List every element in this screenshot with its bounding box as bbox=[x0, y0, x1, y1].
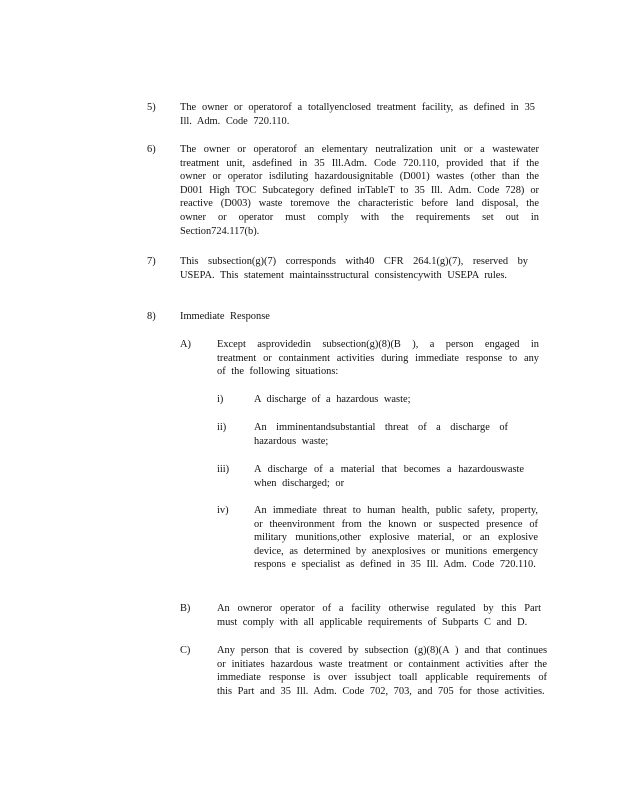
item-number: i) bbox=[217, 394, 224, 405]
item-number: iii) bbox=[217, 464, 230, 475]
item-number: 7) bbox=[147, 256, 156, 267]
item-number: 6) bbox=[147, 144, 156, 155]
item-text: Any person that is covered by subsection (g)(8)(A ) and that continues or initiates hazardous waste treatment or containment activities after the immediate response is over issubject toall applicable requirements of this Part and 35 Ill. Adm. Code 702, 703, and 705 for those activities. bbox=[217, 645, 547, 697]
item-text: A discharge of a hazardous waste; bbox=[254, 394, 411, 405]
item-number: A) bbox=[180, 339, 191, 350]
item-text: An owneror operator of a facility otherwise regulated by this Part must comply with all applicable requirements of Subparts C and D. bbox=[217, 603, 541, 628]
item-text: A discharge of a material that becomes a hazardouswaste when discharged; or bbox=[254, 464, 524, 489]
item-text: The owner or operatorof an elementary neutralization unit or a wastewater treatment unit, asdefined in 35 Ill.Adm. Code 720.110, provided that if the owner or operator isdiluting hazardousignitable (D001) wastes (other than the D001 High TOC Subcategory defined inTableT to 35 Ill. Adm. Code 728) or reactive (D003) waste toremove the characteristic before land disposal, the owner or operator must comply with the requirements set out in Section724.117(b). bbox=[180, 144, 539, 237]
item-number: 5) bbox=[147, 102, 156, 113]
item-text: Except asprovidedin subsection(g)(8)(B ), a person engaged in treatment or containment activities during immediate response to any of the following situations: bbox=[217, 339, 539, 378]
item-text: An immediate threat to human health, public safety, property, or theenvironment from the known or suspected presence of military munitions,other explosive material, or an explosive device, as determined by anexplosives or munitions emergency respons e specialist as defined in 35 Ill. Adm. Code 720.110. bbox=[254, 505, 538, 571]
item-number: C) bbox=[180, 645, 191, 656]
item-heading: Immediate Response bbox=[180, 311, 270, 322]
item-number: B) bbox=[180, 603, 191, 614]
item-text: The owner or operatorof a totallyenclosed treatment facility, as defined in 35 Ill. Adm. Code 720.110. bbox=[180, 102, 535, 127]
item-number: ii) bbox=[217, 422, 227, 433]
item-text: This subsection(g)(7) corresponds with40 CFR 264.1(g)(7), reserved by USEPA. This statement maintainsstructural consistencywith USEPA rules. bbox=[180, 256, 528, 281]
item-number: iv) bbox=[217, 505, 229, 516]
item-number: 8) bbox=[147, 311, 156, 322]
item-text: An imminentandsubstantial threat of a discharge of hazardous waste; bbox=[254, 422, 508, 447]
